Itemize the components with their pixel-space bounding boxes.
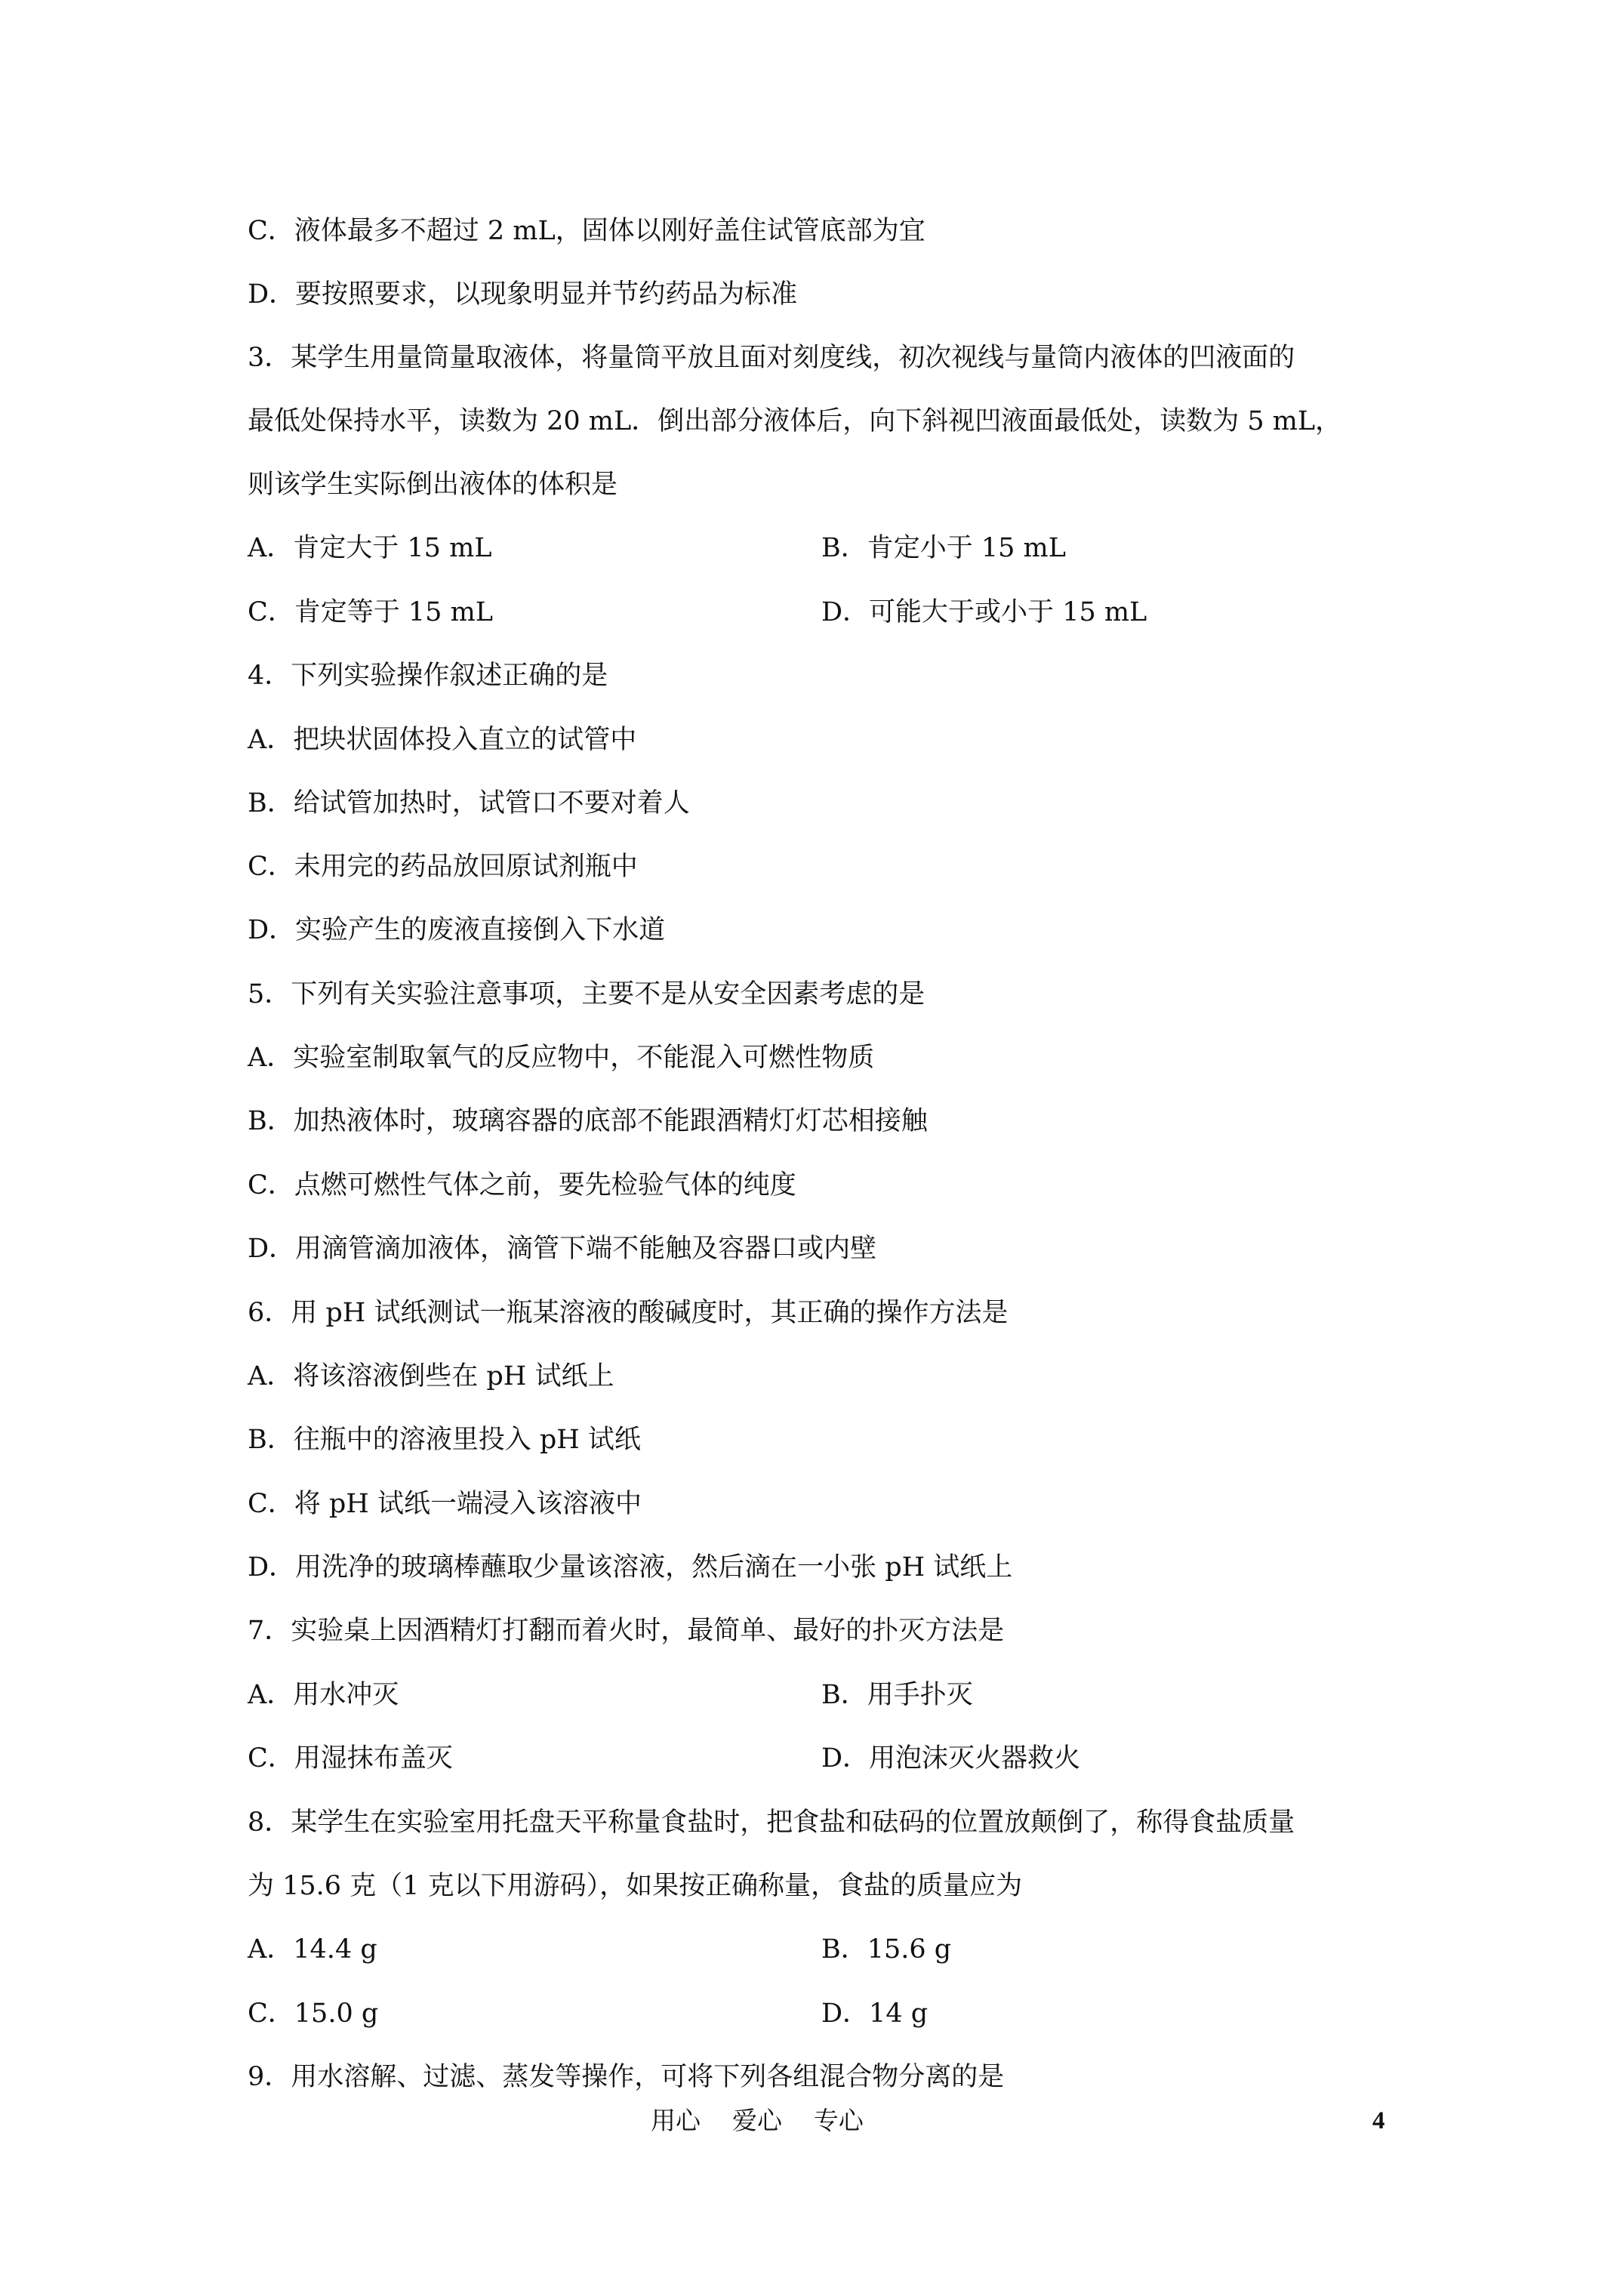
option-4a: A．把块状固体投入直立的试管中 <box>248 725 637 755</box>
option-6c: C．将 pH 试纸一端浸入该溶液中 <box>248 1489 642 1519</box>
question-7: 7．实验桌上因酒精灯打翻而着火时，最简单、最好的扑灭方法是 <box>248 1616 1005 1646</box>
question-3-line-2: 最低处保持水平，读数为 20 mL．倒出部分液体后，向下斜视凹液面最低处，读数为 5 mL， <box>248 406 1342 436</box>
question-5: 5．下列有关实验注意事项，主要不是从安全因素考虑的是 <box>248 979 925 1009</box>
option-6a: A．将该溶液倒些在 pH 试纸上 <box>248 1361 614 1391</box>
option-3b: B．肯定小于 15 mL <box>821 533 1066 563</box>
option-5b: B．加热液体时，玻璃容器的底部不能跟酒精灯灯芯相接触 <box>248 1106 928 1136</box>
page-number: 4 <box>1372 2107 1385 2134</box>
question-9: 9．用水溶解、过滤、蒸发等操作，可将下列各组混合物分离的是 <box>248 2062 1005 2092</box>
question-6: 6．用 pH 试纸测试一瓶某溶液的酸碱度时，其正确的操作方法是 <box>248 1298 1009 1328</box>
page-footer <box>0 2102 1623 2140</box>
question-3-line-3: 则该学生实际倒出液体的体积是 <box>248 470 618 500</box>
option-4d: D．实验产生的废液直接倒入下水道 <box>248 915 666 945</box>
footer-motto: 用心 爱心 专心 <box>651 2106 864 2135</box>
option-3a: A．肯定大于 15 mL <box>248 533 492 563</box>
question-8-line-1: 8．某学生在实验室用托盘天平称量食盐时，把食盐和砝码的位置放颠倒了，称得食盐质量 <box>248 1808 1295 1838</box>
option-5c: C．点燃可燃性气体之前，要先检验气体的纯度 <box>248 1170 796 1200</box>
option-7b: B．用手扑灭 <box>821 1680 973 1710</box>
option-2c: C．液体最多不超过 2 mL，固体以刚好盖住试管底部为宜 <box>248 216 925 246</box>
option-4b: B．给试管加热时，试管口不要对着人 <box>248 788 690 818</box>
option-4c: C．未用完的药品放回原试剂瓶中 <box>248 852 638 882</box>
question-8-line-2: 为 15.6 克（1 克以下用游码），如果按正确称量，食盐的质量应为 <box>248 1871 1023 1901</box>
option-8c: C．15.0 g <box>248 1999 379 2029</box>
option-5d: D．用滴管滴加液体，滴管下端不能触及容器口或内壁 <box>248 1234 877 1264</box>
option-8a: A．14.4 g <box>248 1934 377 1965</box>
question-3-line-1: 3．某学生用量筒量取液体，将量筒平放且面对刻度线，初次视线与量筒内液体的凹液面的 <box>248 343 1295 373</box>
option-8b: B．15.6 g <box>821 1934 952 1965</box>
option-5a: A．实验室制取氧气的反应物中，不能混入可燃性物质 <box>248 1043 875 1073</box>
question-4: 4．下列实验操作叙述正确的是 <box>248 661 608 691</box>
option-6b: B．往瓶中的溶液里投入 pH 试纸 <box>248 1425 641 1455</box>
option-8d: D．14 g <box>821 1999 929 2029</box>
option-6d: D．用洗净的玻璃棒蘸取少量该溶液，然后滴在一小张 pH 试纸上 <box>248 1552 1013 1583</box>
option-7a: A．用水冲灭 <box>248 1680 399 1710</box>
option-7c: C．用湿抹布盖灭 <box>248 1743 453 1774</box>
option-3d: D．可能大于或小于 15 mL <box>821 597 1147 627</box>
option-2d: D．要按照要求，以现象明显并节约药品为标准 <box>248 279 798 310</box>
option-7d: D．用泡沫灭火器救火 <box>821 1743 1081 1774</box>
option-3c: C．肯定等于 15 mL <box>248 597 493 627</box>
